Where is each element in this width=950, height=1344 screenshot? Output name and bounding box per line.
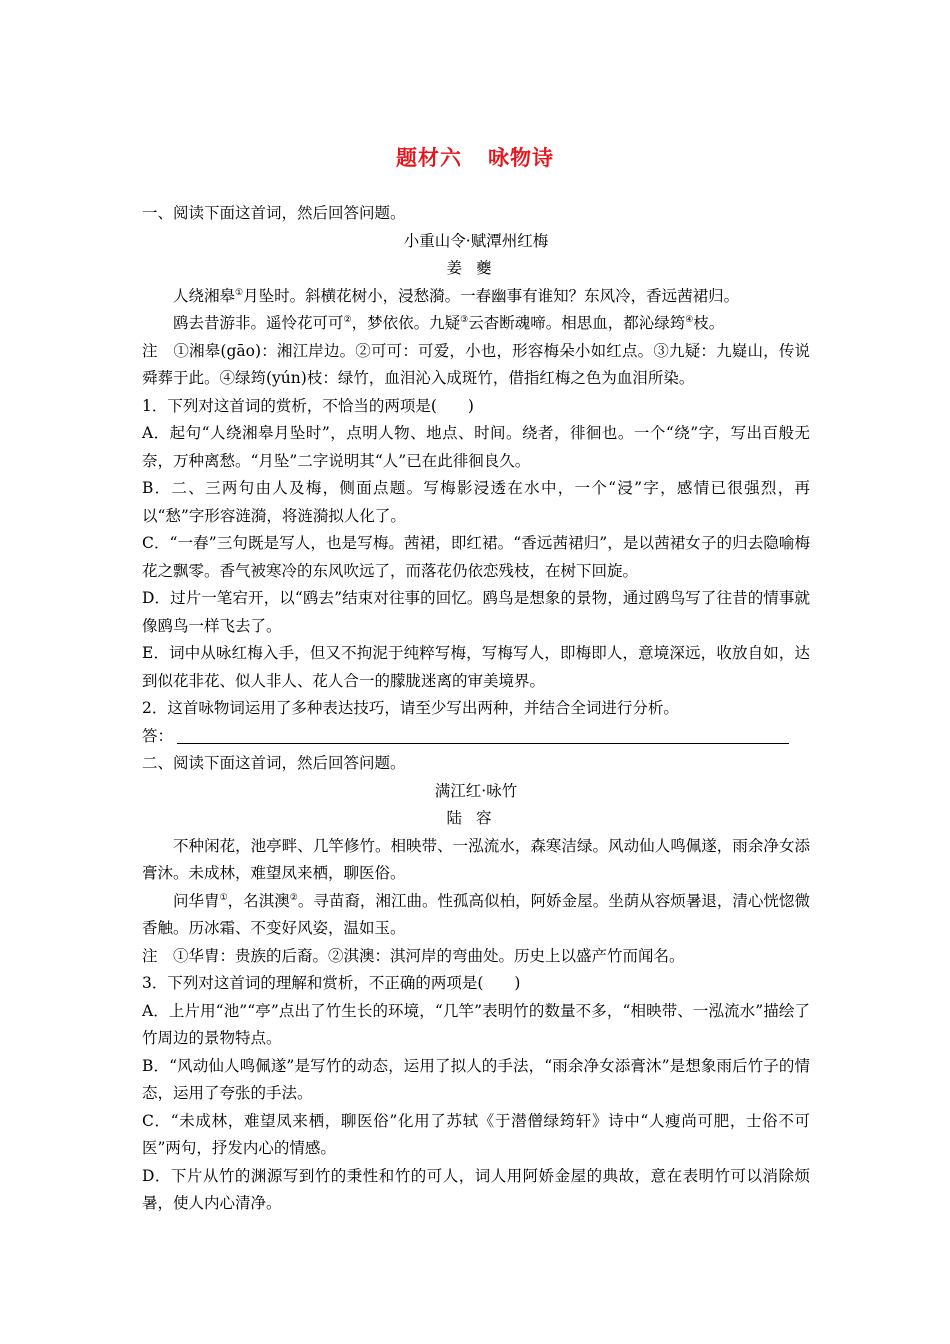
poem2-line2-b: ，名淇澳 bbox=[227, 891, 290, 910]
poem2-title: 满江红·咏竹 bbox=[434, 781, 518, 800]
poem2-note: 注 ①华胄：贵族的后裔。②淇澳：淇河岸的弯曲处。历史上以盛产竹而闻名。 bbox=[142, 946, 685, 965]
poem1-line1-a: 人绕湘皋 bbox=[173, 286, 236, 305]
poem2-author: 陆容 bbox=[446, 809, 506, 827]
q1-option-e: E．词中从咏红梅入手，但又不拘泥于纯粹写梅，写梅写人，即梅即人，意境深远，收放自如，达到似花非花、似人非人、花人合一的朦胧迷离的审美境界。 bbox=[142, 644, 810, 690]
question-2: 2．这首咏物词运用了多种表达技巧，请至少写出两种，并结合全词进行分析。 bbox=[142, 699, 679, 717]
answer-row bbox=[142, 723, 810, 751]
q3-option-b: B．“风动仙人鸣佩遂”是写竹的动态，运用了拟人的手法，“雨余净女添膏沐”是想象雨后竹子的情态，运用了夸张的手法。 bbox=[142, 1056, 810, 1102]
answer-label: 答： bbox=[142, 726, 174, 745]
page-title bbox=[0, 142, 950, 172]
question-1: 1．下列对这首词的赏析，不恰当的两项是( ) bbox=[142, 396, 474, 415]
q1-option-b: B．二、三两句由人及梅，侧面点题。写梅影浸透在水中，一个“浸”字，感情已很强烈，再以“愁”字形容涟漪，将涟漪拟人化了。 bbox=[142, 479, 810, 525]
title-part2: 咏物诗 bbox=[488, 146, 554, 170]
title-part1: 题材六 bbox=[396, 146, 462, 170]
q1-option-d: D．过片一笔宕开，以“鸥去”结束对往事的回忆。鸥鸟是想象的景物，通过鸥鸟写了往昔的情事就像鸥鸟一样飞去了。 bbox=[142, 589, 810, 635]
footnote-mark: ② bbox=[289, 892, 298, 903]
poem2-line1: 不种闲花，池亭畔、几竿修竹。相映带、一泓流水，森寒洁绿。风动仙人鸣佩遂，雨余净女添膏沐。未成林，难望凤来栖，聊医俗。 bbox=[142, 836, 810, 882]
q1-option-c: C．“一春”三句既是写人，也是写梅。茜裙，即红裙。“香远茜裙归”，是以茜裙女子的归去隐喻梅花之飘零。香气被寒冷的东风吹远了，而落花仍依恋残枝，在树下回旋。 bbox=[142, 534, 810, 580]
poem2-line2 bbox=[142, 888, 810, 943]
footnote-mark: ① bbox=[235, 287, 244, 298]
poem2-line2-a: 问华胄 bbox=[173, 891, 220, 910]
poem1-line2-a: 鸥去昔游非。遥怜花可可 bbox=[173, 314, 344, 332]
footnote-mark: ② bbox=[343, 315, 352, 325]
content bbox=[142, 200, 810, 1218]
poem1-line1-b: 月坠时。斜横花树小，浸愁漪。一春幽事有谁知？东风冷，香远茜裙归。 bbox=[243, 286, 740, 305]
q3-option-c: C．“未成林，难望凤来栖，聊医俗”化用了苏轼《于潜僧绿筠轩》诗中“人瘦尚可肥，士俗不可医”两句，抒发内心的情感。 bbox=[142, 1111, 810, 1157]
q3-option-a: A．上片用“池”“亭”点出了竹生长的环境，“几竿”表明竹的数量不多，“相映带、一泓流水”描绘了竹周边的景物特点。 bbox=[142, 1001, 810, 1047]
q3-option-d: D．下片从竹的渊源写到竹的秉性和竹的可人，词人用阿娇金屋的典故，意在表明竹可以消除烦暑，使人内心清净。 bbox=[142, 1166, 810, 1212]
poem1-line2-d: 枝。 bbox=[693, 314, 725, 332]
poem1-line2-b: ，梦依依。九疑 bbox=[351, 314, 461, 332]
poem1-line1 bbox=[142, 283, 810, 311]
poem1-note: 注 ①湘皋(gāo)：湘江岸边。②可可：可爱，小也，形容梅朵小如红点。③九疑：九嶷山，传说舜葬于此。④绿筠(yún)枝：绿竹，血泪沁入成斑竹，借指红梅之色为血泪所染。 bbox=[142, 341, 810, 387]
poem1-line2 bbox=[142, 310, 810, 338]
footnote-mark: ④ bbox=[685, 315, 694, 325]
answer-line[interactable] bbox=[177, 725, 789, 744]
poem1-title: 小重山令·赋潭州红梅 bbox=[403, 231, 549, 250]
footnote-mark: ③ bbox=[460, 315, 469, 325]
footnote-mark: ① bbox=[219, 892, 228, 903]
section1-heading: 一、阅读下面这首词，然后回答问题。 bbox=[142, 204, 406, 222]
q1-option-a: A．起句“人绕湘皋月坠时”，点明人物、地点、时间。绕者，徘徊也。一个“绕”字，写出百般无奈，万种离愁。“月坠”二字说明其“人”已在此徘徊良久。 bbox=[142, 424, 810, 470]
section2-heading: 二、阅读下面这首词，然后回答问题。 bbox=[142, 754, 406, 772]
poem1-author: 姜夔 bbox=[446, 259, 506, 277]
poem2-line2-c: 。寻苗裔，湘江曲。性孤高似柏，阿娇金屋。坐荫从容烦暑退，清心恍惚微香触。历冰霜、不变好风姿，温如玉。 bbox=[142, 891, 810, 937]
poem1-line2-c: 云杳断魂啼。相思血，都沁绿筠 bbox=[468, 314, 686, 332]
question-3: 3．下列对这首词的理解和赏析，不正确的两项是( ) bbox=[142, 974, 521, 992]
